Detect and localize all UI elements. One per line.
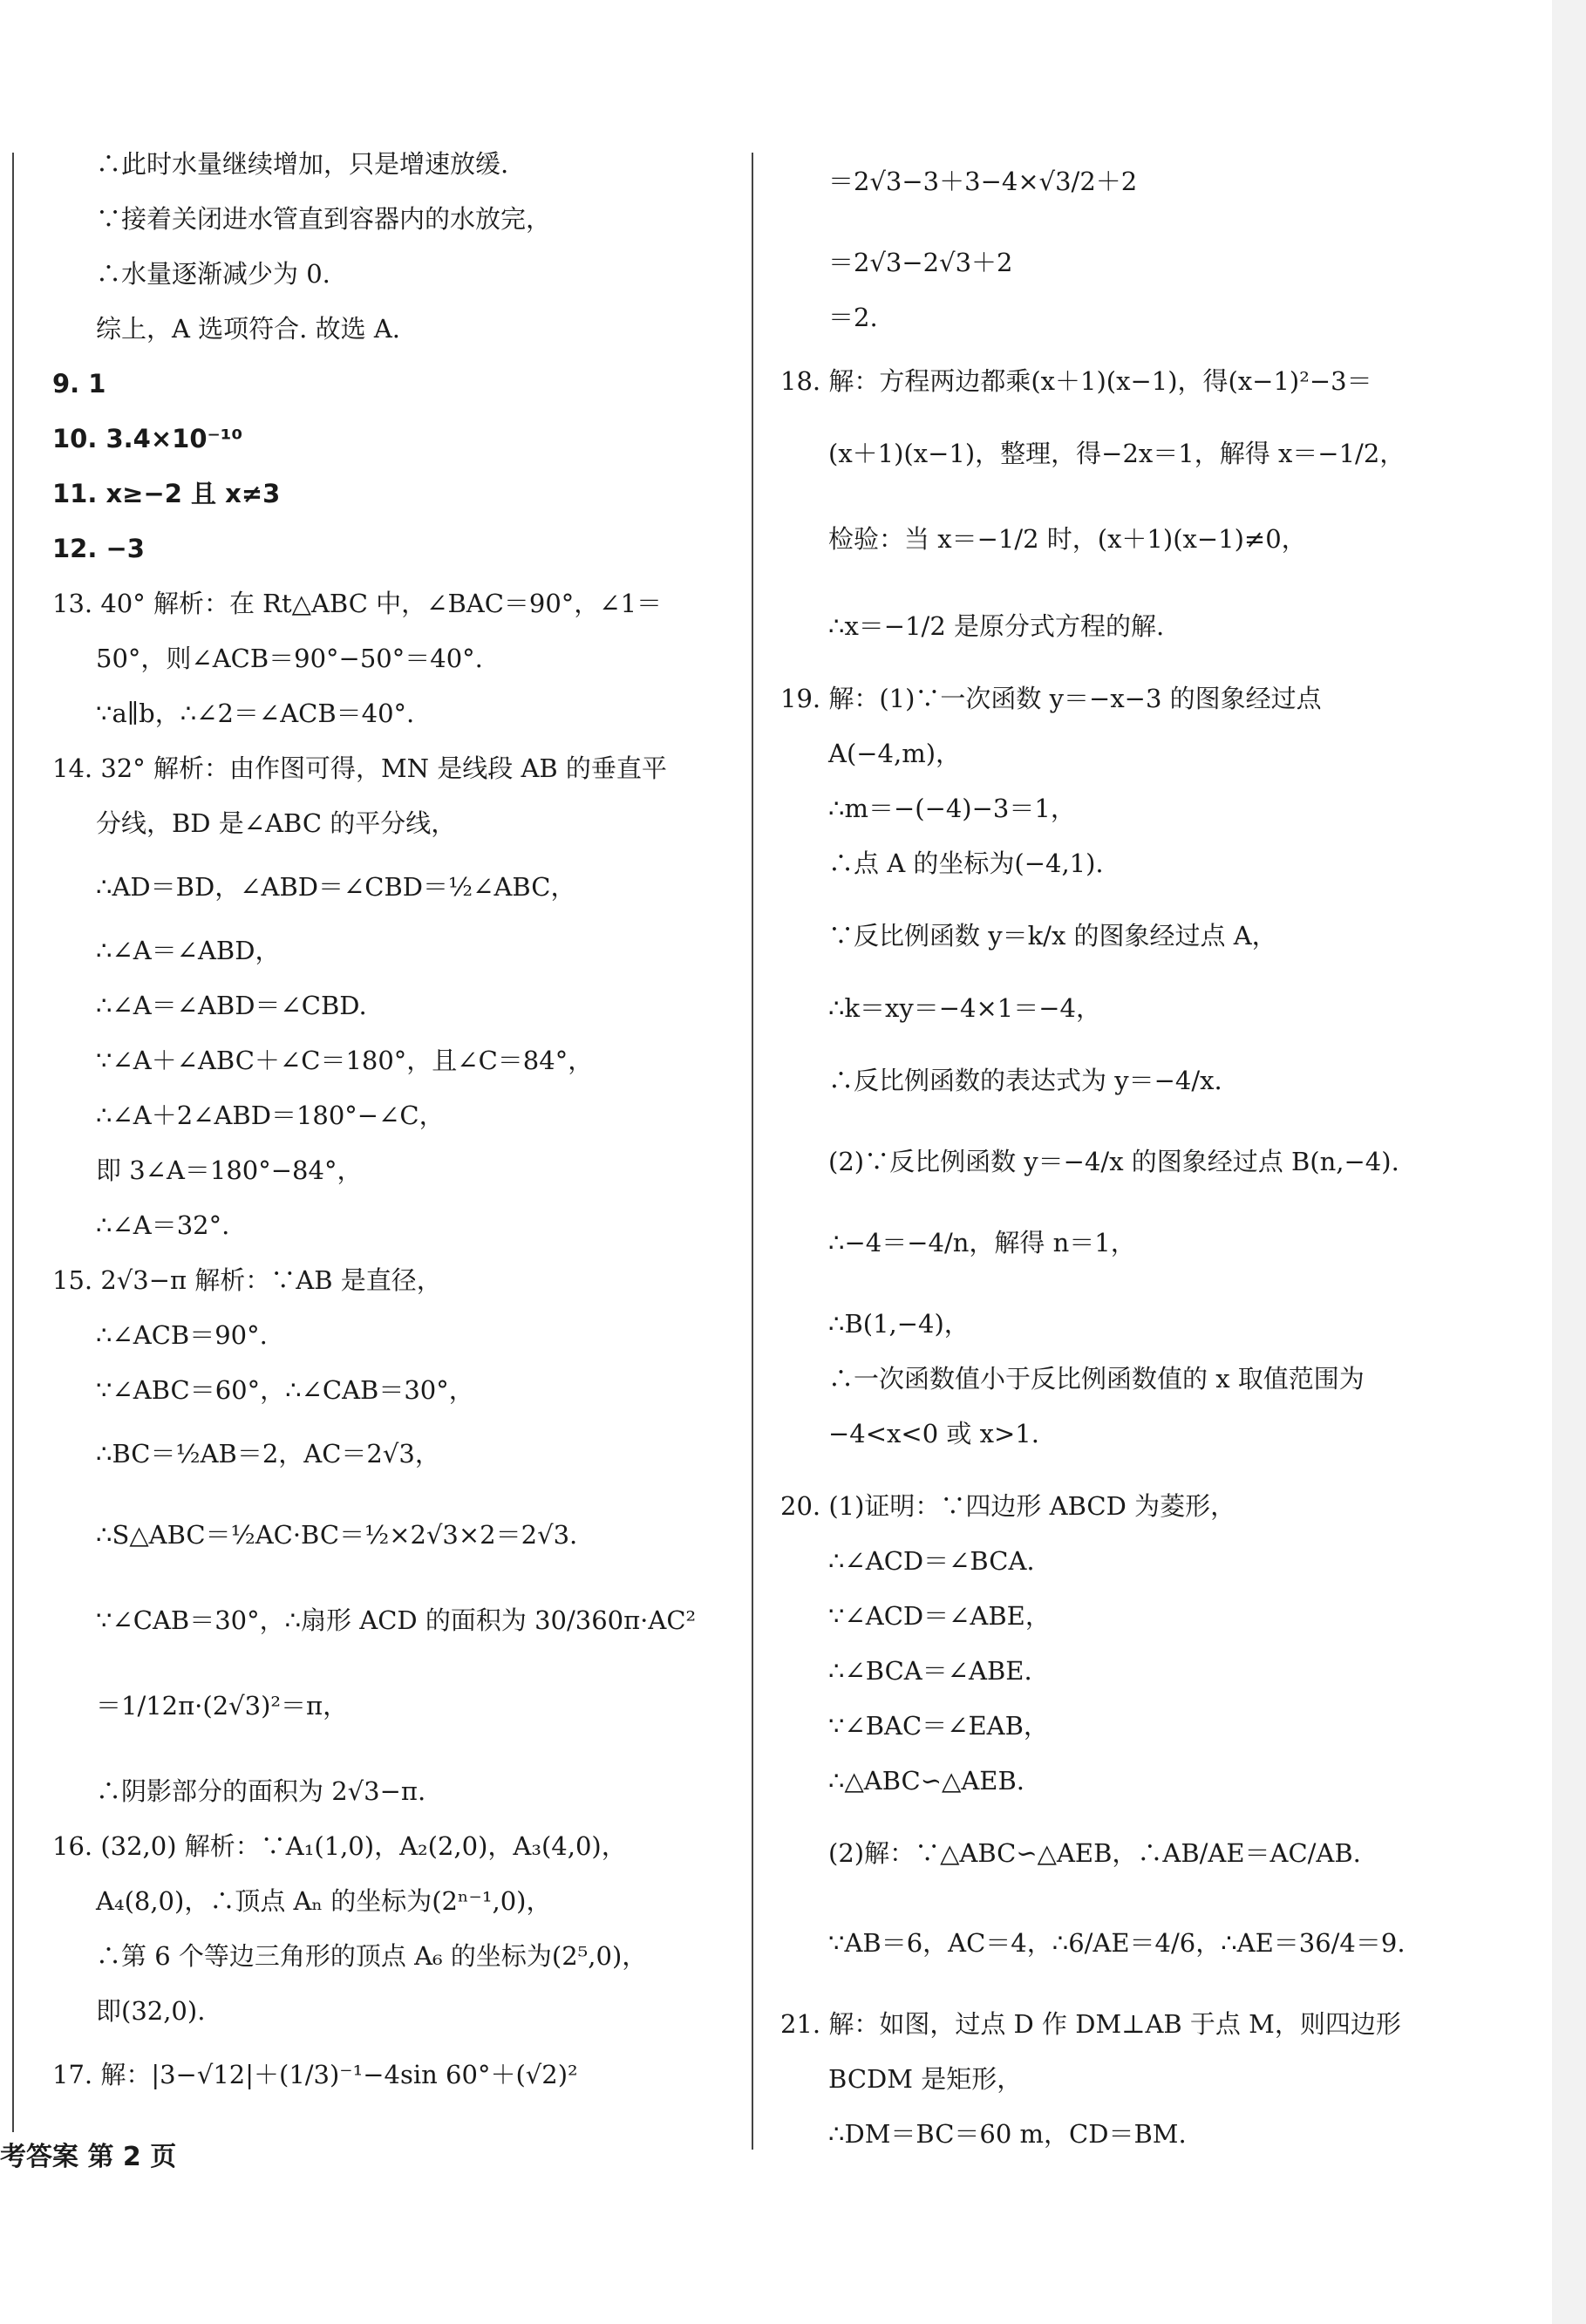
text-line: ∴∠BCA＝∠ABE. [828, 1656, 1032, 1686]
answer-12: 12. −3 [52, 534, 145, 563]
text-line: (x＋1)(x−1)，整理，得−2x＝1，解得 x＝−1/2， [828, 439, 1406, 468]
text-line: ∴此时水量继续增加，只是增速放缓. [96, 149, 509, 179]
text-line: ∴一次函数值小于反比例函数值的 x 取值范围为 [828, 1364, 1365, 1394]
column-divider [752, 153, 753, 2150]
answer-14: 14. 32° 解析：由作图可得，MN 是线段 AB 的垂直平 [52, 753, 667, 783]
text-line: ∴∠ACD＝∠BCA. [828, 1546, 1035, 1576]
text-line: ∴k＝xy＝−4×1＝−4， [828, 993, 1102, 1023]
text-line: ∵∠ACD＝∠ABE， [828, 1601, 1051, 1631]
text-line: ∵∠CAB＝30°，∴扇形 ACD 的面积为 30/360π·AC² [96, 1605, 697, 1635]
text-line: A₄(8,0)，∴顶点 Aₙ 的坐标为(2ⁿ⁻¹,0)， [96, 1886, 552, 1916]
text-line: 检验：当 x＝−1/2 时，(x＋1)(x−1)≠0， [828, 524, 1307, 554]
answer-20: 20. (1)证明：∵四边形 ABCD 为菱形， [780, 1491, 1236, 1521]
text-line: 即 3∠A＝180°−84°， [96, 1155, 363, 1185]
text-line: ∵AB＝6，AC＝4，∴6/AE＝4/6，∴AE＝36/4＝9. [828, 1928, 1406, 1958]
text-line: ∵∠A＋∠ABC＋∠C＝180°，且∠C＝84°， [96, 1046, 594, 1075]
answer-19: 19. 解：(1)∵一次函数 y＝−x−3 的图象经过点 [780, 684, 1322, 713]
text-line: ∴水量逐渐减少为 0. [96, 259, 330, 289]
text-line: ∴∠A＝32°. [96, 1210, 230, 1240]
text-line: (2)∵反比例函数 y＝−4/x 的图象经过点 B(n,−4). [828, 1147, 1399, 1176]
text-line: ∵反比例函数 y＝k/x 的图象经过点 A， [828, 921, 1277, 951]
text-line: ∴−4＝−4/n，解得 n＝1， [828, 1228, 1136, 1257]
text-line: ∴BC＝½AB＝2，AC＝2√3， [96, 1439, 440, 1469]
left-margin-rule [12, 153, 14, 2132]
text-line: BCDM 是矩形， [828, 2064, 1023, 2094]
text-line: (2)解：∵△ABC∽△AEB，∴AB/AE＝AC/AB. [828, 1838, 1361, 1868]
text-line: ＝2. [828, 303, 878, 332]
text-line: ∴阴影部分的面积为 2√3−π. [96, 1776, 426, 1806]
answer-15: 15. 2√3−π 解析：∵AB 是直径， [52, 1265, 442, 1295]
text-line: ∴∠A＝∠ABD＝∠CBD. [96, 991, 367, 1020]
text-line: ∴AD＝BD，∠ABD＝∠CBD＝½∠ABC， [96, 872, 576, 902]
answer-9: 9. 1 [52, 369, 106, 399]
text-line: ∴点 A 的坐标为(−4,1). [828, 848, 1104, 878]
text-line: ＝2√3−2√3＋2 [828, 248, 1013, 277]
text-line: 即(32,0). [96, 1996, 206, 2026]
answer-21: 21. 解：如图，过点 D 作 DM⊥AB 于点 M，则四边形 [780, 2009, 1401, 2039]
text-line: ∴反比例函数的表达式为 y＝−4/x. [828, 1066, 1222, 1095]
page-edge-shadow [1552, 0, 1586, 2324]
text-line: −4<x<0 或 x>1. [828, 1419, 1039, 1448]
text-line: 50°，则∠ACB＝90°−50°＝40°. [96, 644, 483, 673]
text-line: ∴S△ABC＝½AC·BC＝½×2√3×2＝2√3. [96, 1520, 578, 1550]
text-line: 分线，BD 是∠ABC 的平分线， [96, 808, 457, 838]
text-line: ＝1/12π·(2√3)²＝π， [96, 1691, 349, 1721]
text-line: 综上，A 选项符合. 故选 A. [96, 314, 400, 344]
text-line: A(−4,m)， [828, 739, 962, 768]
text-line: ∴x＝−1/2 是原分式方程的解. [828, 611, 1165, 641]
answer-13: 13. 40° 解析：在 Rt△ABC 中，∠BAC＝90°，∠1＝ [52, 589, 663, 618]
text-line: ＝2√3−3＋3−4×√3/2＋2 [828, 167, 1138, 196]
text-line: ∴第 6 个等边三角形的顶点 A₆ 的坐标为(2⁵,0)， [96, 1941, 648, 1971]
text-line: ∵∠ABC＝60°，∴∠CAB＝30°， [96, 1375, 474, 1405]
text-line: ∴DM＝BC＝60 m，CD＝BM. [828, 2119, 1187, 2149]
answer-17: 17. 解：|3−√12|＋(1/3)⁻¹−4sin 60°＋(√2)² [52, 2060, 578, 2089]
text-line: ∴∠A＝∠ABD， [96, 936, 281, 965]
text-line: ∴B(1,−4)， [828, 1309, 970, 1339]
answer-18: 18. 解：方程两边都乘(x＋1)(x−1)，得(x−1)²−3＝ [780, 366, 1372, 396]
text-line: ∵a∥b，∴∠2＝∠ACB＝40°. [96, 699, 415, 728]
answer-10: 10. 3.4×10⁻¹⁰ [52, 424, 243, 453]
text-line: ∵接着关闭进水管直到容器内的水放完， [96, 204, 552, 234]
text-line: ∴△ABC∽△AEB. [828, 1766, 1024, 1796]
answer-11: 11. x≥−2 且 x≠3 [52, 479, 281, 508]
text-line: ∴∠A＋2∠ABD＝180°−∠C， [96, 1101, 445, 1130]
text-line: ∴∠ACB＝90°. [96, 1320, 268, 1350]
text-line: ∴m＝−(−4)−3＝1， [828, 794, 1076, 823]
answer-16: 16. (32,0) 解析：∵A₁(1,0)，A₂(2,0)，A₃(4,0)， [52, 1831, 627, 1861]
text-line: ∵∠BAC＝∠EAB， [828, 1711, 1049, 1741]
page-footer: 考答案 第 2 页 [0, 2142, 177, 2172]
